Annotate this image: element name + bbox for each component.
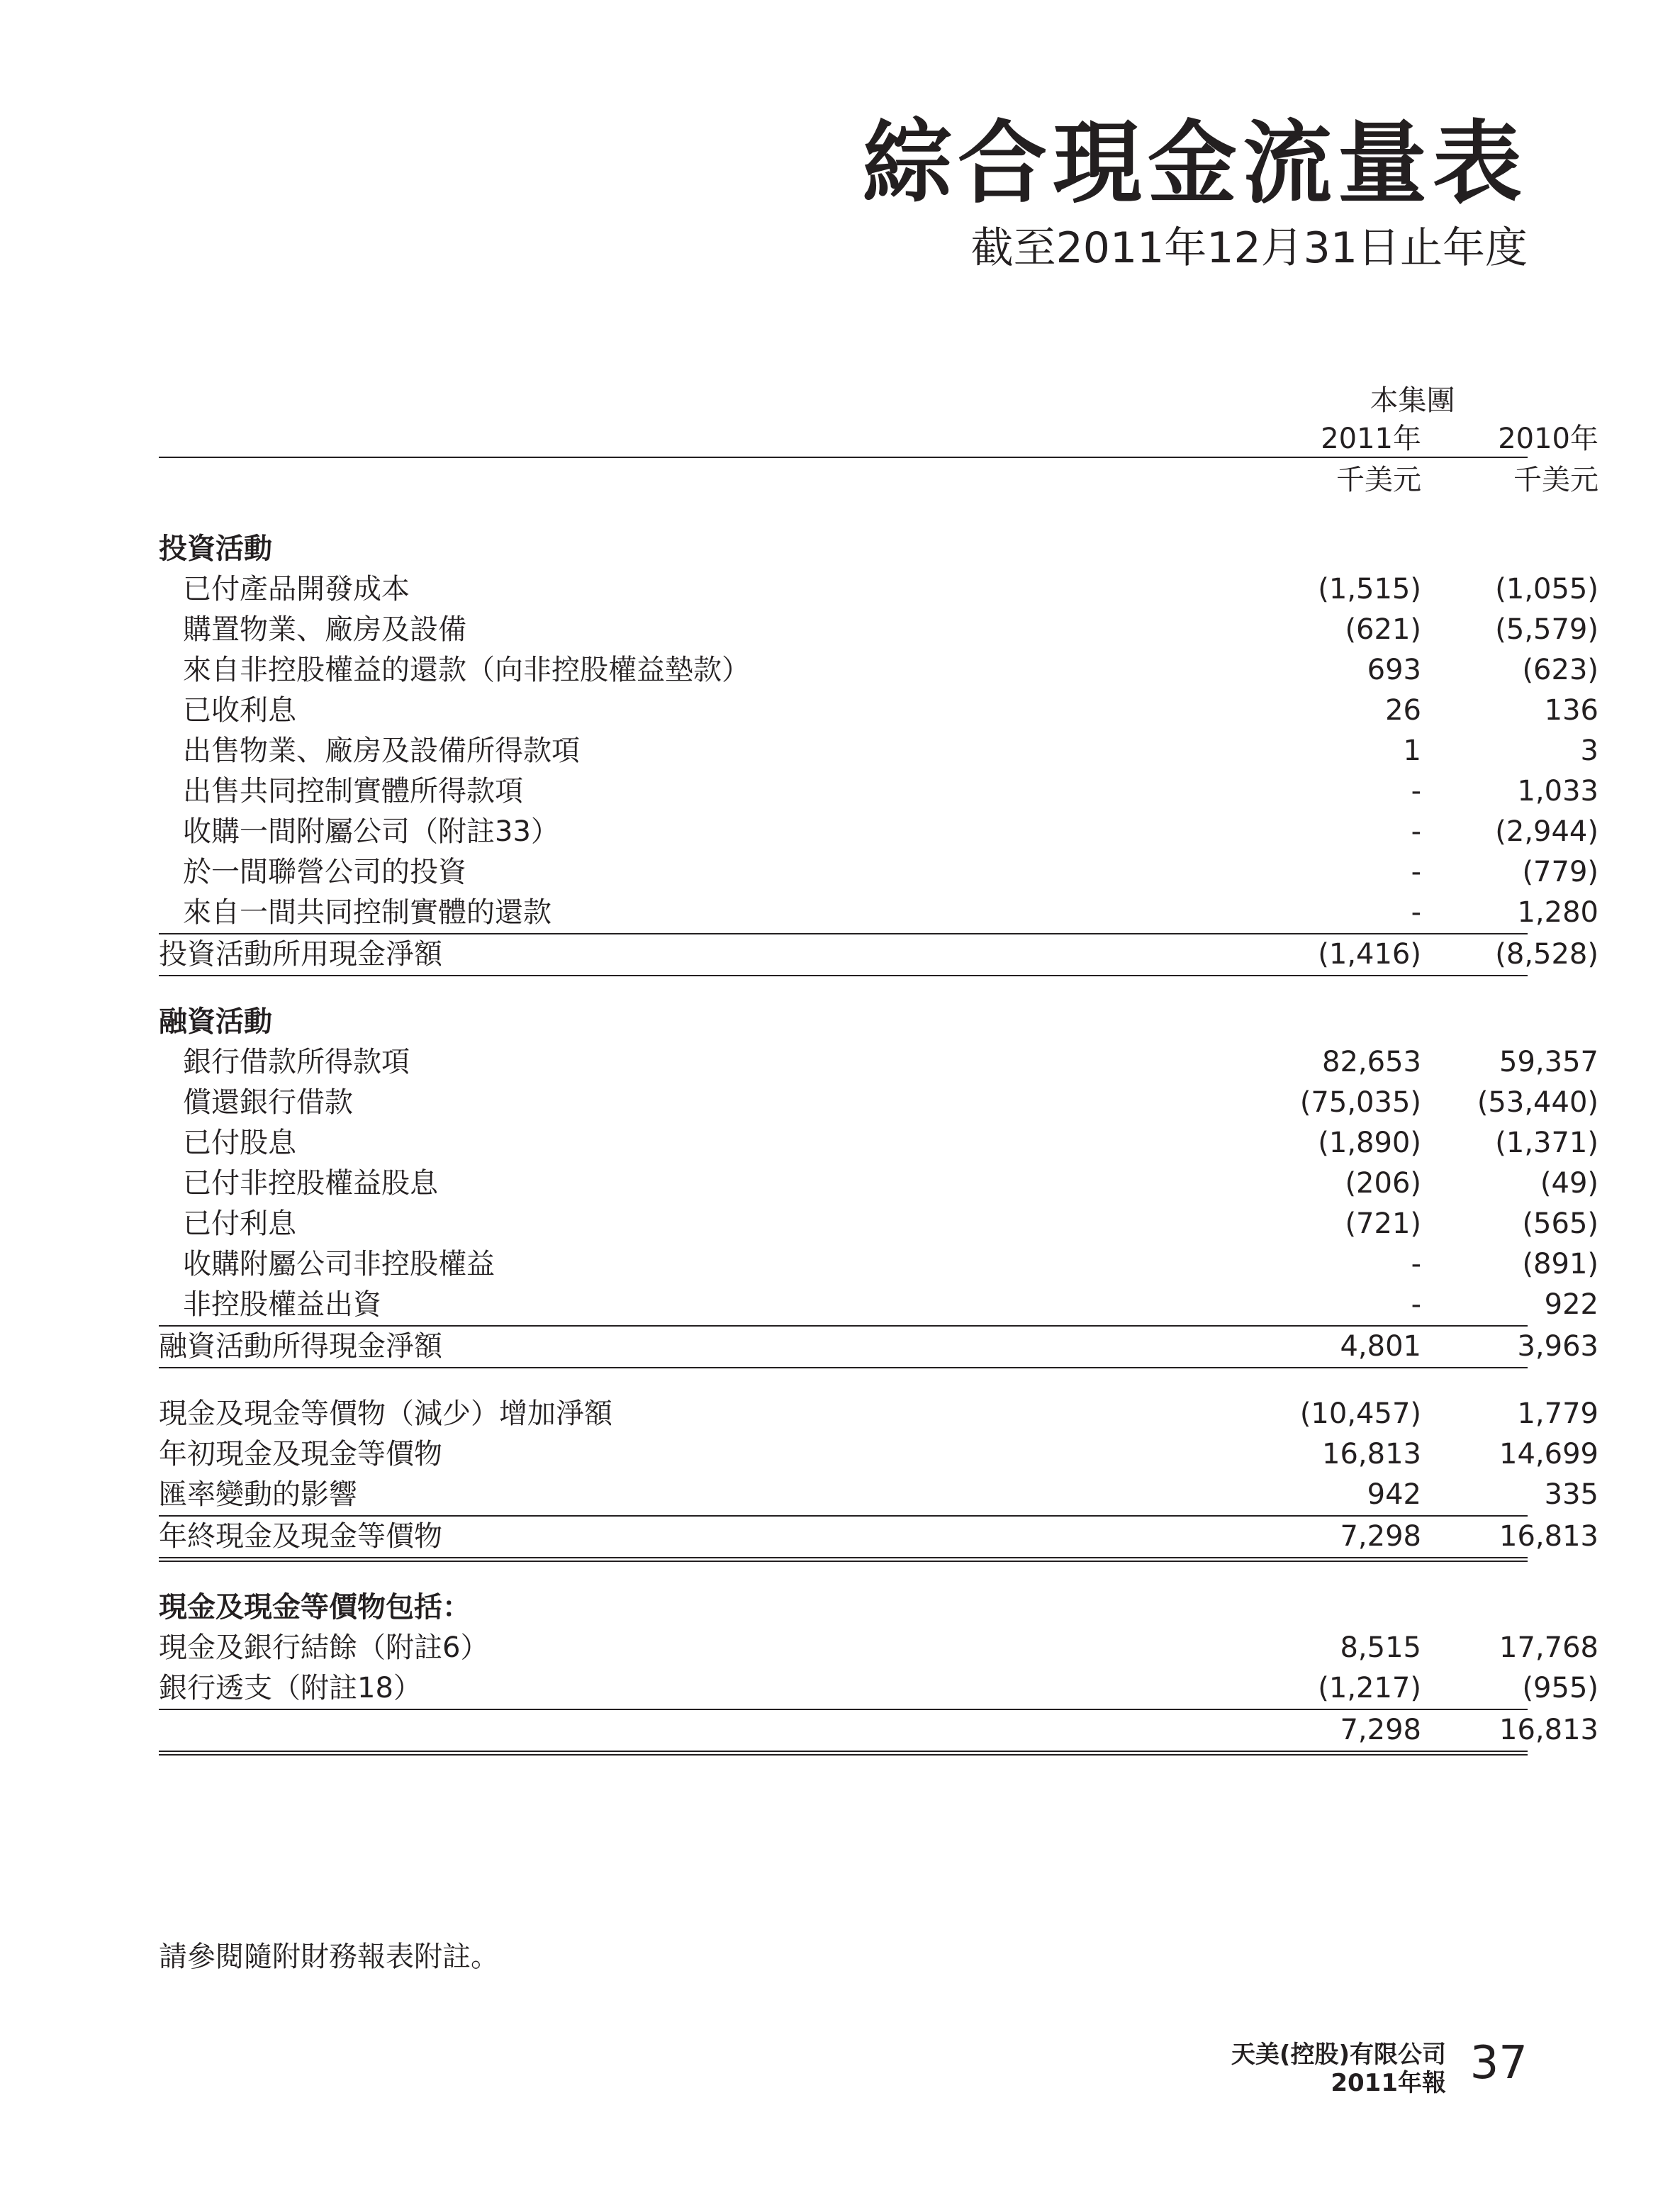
table-row: 非控股權益出資 - 922	[183, 1288, 1598, 1321]
table-row: 已付股息 (1,890) (1,371)	[183, 1127, 1598, 1159]
table-row: 購置物業、廠房及設備 (621) (5,579)	[183, 613, 1598, 646]
section-heading-investing: 投資活動	[159, 532, 272, 565]
table-row: 出售物業、廠房及設備所得款項 1 3	[183, 735, 1598, 767]
table-row: 銀行借款所得款項 82,653 59,357	[183, 1046, 1598, 1078]
group-label: 本集團	[1370, 384, 1455, 417]
year-2010-header: 2010年	[1498, 423, 1598, 455]
page-subtitle: 截至2011年12月31日止年度	[970, 223, 1528, 273]
table-row: 匯率變動的影響 942 335	[159, 1478, 1598, 1511]
table-row: 年初現金及現金等價物 16,813 14,699	[159, 1438, 1598, 1470]
section-heading-financing: 融資活動	[159, 1005, 272, 1038]
footer-company-name: 天美(控股)有限公司	[1231, 2041, 1446, 2069]
table-row: 於一間聯營公司的投資 - (779)	[183, 856, 1598, 888]
footnote: 請參閱隨附財務報表附註。	[159, 1941, 499, 1973]
table-row: 已付非控股權益股息 (206) (49)	[183, 1167, 1598, 1200]
table-row: 收購附屬公司非控股權益 - (891)	[183, 1248, 1598, 1280]
table-row: 已付利息 (721) (565)	[183, 1207, 1598, 1240]
table-header	[159, 383, 1598, 498]
total-row-investing: 投資活動所用現金淨額 (1,416) (8,528)	[159, 933, 1528, 976]
total-row-year-end: 年終現金及現金等價物 7,298 16,813	[159, 1515, 1528, 1562]
table-row: 來自非控股權益的還款（向非控股權益墊款） 693 (623)	[183, 654, 1598, 686]
total-row-analysis: 7,298 16,813	[159, 1709, 1528, 1756]
page-title: 綜合現金流量表	[863, 111, 1528, 216]
cash-flow-table	[159, 383, 1598, 1756]
table-row: 現金及現金等價物（減少）增加淨額 (10,457) 1,779	[159, 1397, 1598, 1430]
unit-2011-header: 千美元	[1336, 464, 1421, 496]
table-row: 收購一間附屬公司（附註33） - (2,944)	[183, 815, 1598, 848]
footer-report-name: 2011年報	[1331, 2069, 1446, 2097]
header-rule	[159, 457, 1528, 458]
page-number: 37	[1469, 2037, 1528, 2089]
table-row: 已付產品開發成本 (1,515) (1,055)	[183, 573, 1598, 605]
unit-2010-header: 千美元	[1513, 464, 1598, 496]
year-2011-header: 2011年	[1321, 423, 1421, 455]
table-row: 償還銀行借款 (75,035) (53,440)	[183, 1086, 1598, 1119]
table-row: 出售共同控制實體所得款項 - 1,033	[183, 775, 1598, 808]
table-row: 已收利息 26 136	[183, 694, 1598, 727]
table-row: 現金及銀行結餘（附註6） 8,515 17,768	[159, 1631, 1598, 1664]
section-heading-analysis: 現金及現金等價物包括：	[159, 1591, 471, 1624]
table-row: 來自一間共同控制實體的還款 - 1,280	[183, 896, 1598, 929]
table-row: 銀行透支（附註18） (1,217) (955)	[159, 1672, 1598, 1704]
total-row-financing: 融資活動所得現金淨額 4,801 3,963	[159, 1325, 1528, 1368]
